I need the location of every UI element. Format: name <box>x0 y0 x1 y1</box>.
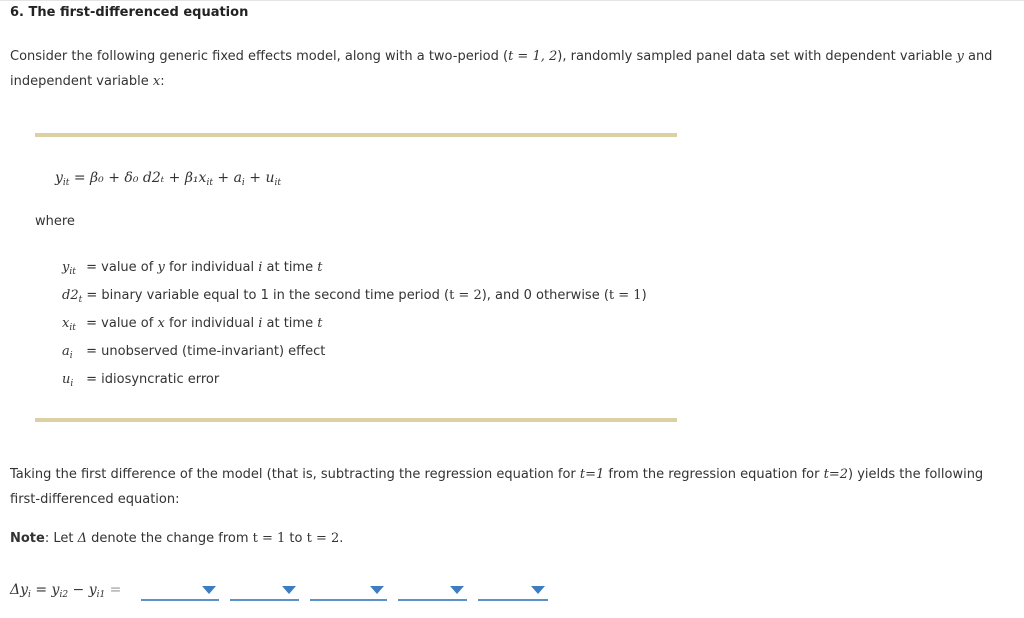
chevron-down-icon <box>531 586 545 594</box>
taking-text-b: from the regression equation for <box>604 467 824 482</box>
intro-x-var: x <box>152 74 161 89</box>
intro-y-var: y <box>956 49 964 64</box>
answer-dropdown-1[interactable] <box>141 580 219 601</box>
def-math: y <box>157 260 165 275</box>
eq-rhs-sub: it <box>206 178 213 188</box>
def-var: d2 <box>62 288 79 303</box>
intro-text-d: independent variable <box>10 74 153 89</box>
intro-text-c: and <box>963 49 993 64</box>
eq-rhs2-sub: i <box>241 178 245 188</box>
def-desc: ), and 0 otherwise ( <box>481 288 609 303</box>
note-from: t = 1 <box>252 531 286 546</box>
def-var-sub: i <box>70 379 74 389</box>
def-var-sub: it <box>69 323 76 333</box>
question-title: 6. The first-differenced equation <box>10 5 249 20</box>
answer-dropdown-4[interactable] <box>398 580 467 601</box>
chevron-down-icon <box>370 586 384 594</box>
bottom-divider-rule <box>35 418 677 422</box>
def-desc: = value of <box>86 260 158 275</box>
eq-lhs: y <box>55 170 63 186</box>
def-math: t = 1 <box>608 288 642 303</box>
note-to-word: to <box>285 531 307 546</box>
taking-text-c: ) yields the following <box>848 467 984 482</box>
taking-t1: t=1 <box>579 467 605 482</box>
answer-dropdown-2[interactable] <box>230 580 299 601</box>
note-line <box>10 531 343 546</box>
definition-row <box>62 372 219 389</box>
taking-line-1 <box>10 467 983 482</box>
def-math: t <box>317 316 323 331</box>
def-math: x <box>157 316 165 331</box>
eq-rhs3: + u <box>244 170 275 186</box>
answer-mid2: − y <box>68 582 97 598</box>
answer-dropdown-5[interactable] <box>478 580 548 601</box>
note-period: . <box>339 531 344 546</box>
model-equation <box>55 170 281 188</box>
eq-lhs-sub: it <box>62 178 70 188</box>
def-var-sub: t <box>78 295 83 305</box>
intro-line-1 <box>10 49 992 64</box>
def-desc: = value of <box>86 316 158 331</box>
answer-equation <box>10 582 121 600</box>
intro-line-2 <box>10 74 165 89</box>
def-desc: = idiosyncratic error <box>86 372 220 387</box>
definition-row <box>62 260 322 277</box>
taking-t2: t=2 <box>823 467 848 482</box>
answer-mid: = y <box>35 582 60 598</box>
def-var: y <box>62 260 70 275</box>
chevron-down-icon <box>202 586 216 594</box>
note-text-a: : Let <box>44 531 78 546</box>
intro-colon: : <box>160 74 165 89</box>
intro-t-values: t = 1, 2 <box>508 49 558 64</box>
def-desc: at time <box>262 260 318 275</box>
intro-text-b: ), randomly sampled panel data set with dependent variable <box>557 49 957 64</box>
def-var-sub: it <box>69 267 76 277</box>
def-var: x <box>62 316 70 331</box>
top-border <box>0 0 1024 1</box>
answer-mid-sub: i2 <box>59 590 69 600</box>
def-desc: for individual <box>164 316 259 331</box>
def-desc: at time <box>262 316 318 331</box>
eq-rhs2: + a <box>212 170 242 186</box>
taking-text-a: Taking the first difference of the model (that is, subtracting the regression equation for <box>10 467 580 482</box>
eq-rhs3-sub: it <box>274 178 281 188</box>
def-math: t = 2 <box>449 288 482 303</box>
answer-mid2-sub: i1 <box>96 590 106 600</box>
def-desc: for individual <box>164 260 259 275</box>
chevron-down-icon <box>450 586 464 594</box>
def-math: i <box>258 316 263 331</box>
where-label: where <box>35 214 75 229</box>
chevron-down-icon <box>282 586 296 594</box>
answer-lhs: Δy <box>10 582 29 598</box>
note-text-b: denote the change from <box>87 531 253 546</box>
note-label: Note <box>10 531 45 546</box>
taking-line-2: first-differenced equation: <box>10 492 180 507</box>
definition-row <box>62 288 647 305</box>
note-delta: Δ <box>77 531 87 546</box>
def-desc: = binary variable equal to 1 in the second time period ( <box>86 288 450 303</box>
answer-dropdown-3[interactable] <box>310 580 387 601</box>
def-var-sub: i <box>69 351 73 361</box>
eq-rhs: = β₀ + δ₀ d2ₜ + β₁x <box>73 170 207 186</box>
top-divider-rule <box>35 133 677 137</box>
def-desc: = unobserved (time-invariant) effect <box>86 344 326 359</box>
def-math: i <box>258 260 263 275</box>
def-var: a <box>62 344 70 359</box>
intro-text-a: Consider the following generic fixed effects model, along with a two-period ( <box>10 49 509 64</box>
definition-row <box>62 344 325 361</box>
answer-equals: = <box>105 582 122 598</box>
def-desc: ) <box>641 288 647 303</box>
definition-row <box>62 316 322 333</box>
def-math: t <box>317 260 323 275</box>
note-to: t = 2 <box>306 531 340 546</box>
def-var: u <box>62 372 71 387</box>
answer-lhs-sub: i <box>28 590 31 600</box>
